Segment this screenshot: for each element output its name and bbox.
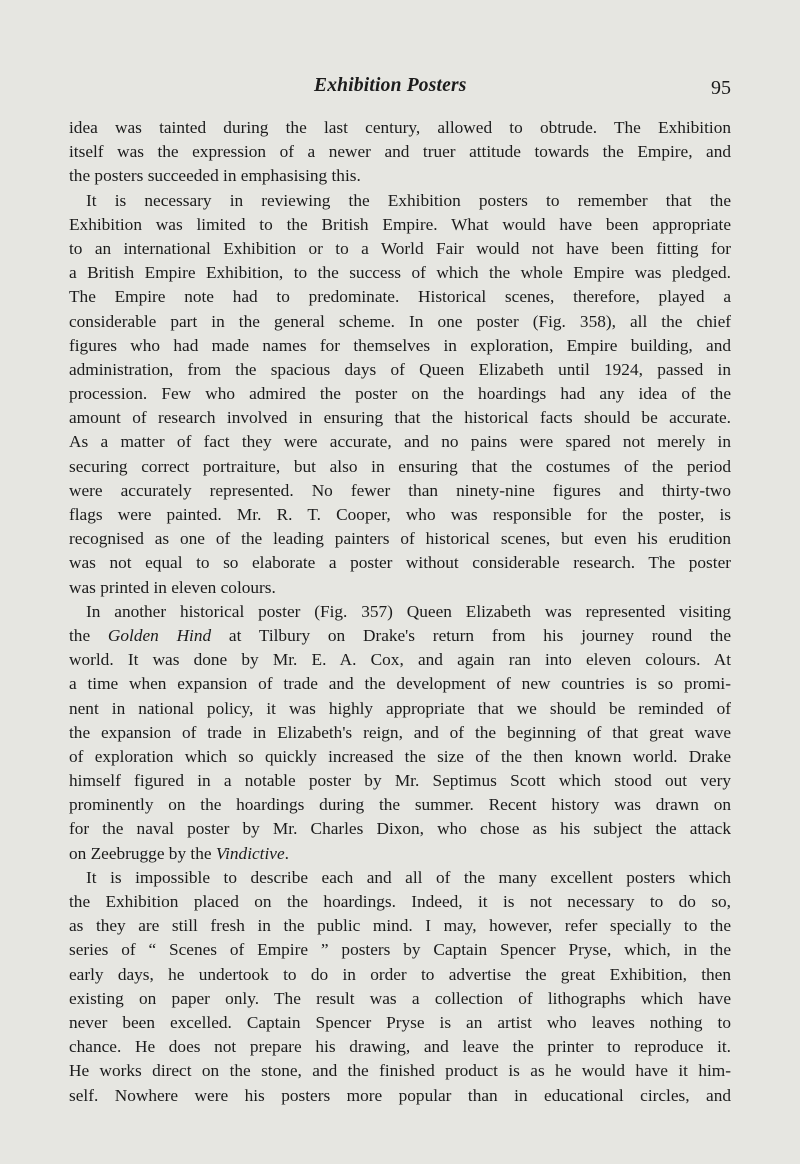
text-line: administration, from the spacious days of Queen Elizabeth until 1924, passed in: [69, 359, 731, 379]
running-head: [0, 75, 800, 105]
text-line: idea was tainted during the last century, allowed to obtrude. The Exhibition: [69, 118, 731, 137]
text-fragment: on Zeebrugge by the: [69, 843, 216, 863]
text-line: nent in national policy, it was highly appropriate that we should be reminded of: [69, 698, 731, 718]
text-line: existing on paper only. The result was a collection of lithographs which have: [69, 988, 731, 1008]
text-line: a time when expansion of trade and the development of new countries is so promi-: [69, 674, 731, 694]
text-line: flags were painted. Mr. R. T. Cooper, who was responsible for the poster, is: [69, 505, 731, 524]
text-line: itself was the expression of a newer and truer attitude towards the Empire, and: [69, 142, 731, 162]
text-line: recognised as one of the leading painters of historical scenes, but even his erudition: [69, 529, 731, 549]
text-line: was printed in eleven colours.: [69, 577, 276, 597]
text-line: early days, he undertook to do in order to advertise the great Exhibition, then: [69, 964, 731, 984]
text-line: [69, 624, 731, 648]
text-line: He works direct on the stone, and the finished product is as he would have it him-: [69, 1061, 731, 1081]
running-title: Exhibition Posters: [314, 75, 467, 96]
text-line: was not equal to so elaborate a poster without considerable research. The poster: [69, 553, 731, 573]
ship-name-golden-hind: Golden Hind: [107, 625, 212, 645]
text-line: prominently on the hoardings during the summer. Recent history was drawn on: [69, 795, 731, 815]
text-line: never been excelled. Captain Spencer Pryse is an artist who leaves nothing to: [69, 1012, 731, 1032]
text-line: series of “ Scenes of Empire ” posters by Captain Spencer Pryse, which, in the: [69, 940, 731, 960]
text-line: himself figured in a notable poster by Mr. Septimus Scott which stood out very: [69, 771, 731, 791]
body-text: [69, 116, 731, 1108]
page-number: 95: [711, 77, 731, 99]
text-line: In another historical poster (Fig. 357) Queen Elizabeth was represented visiting: [86, 601, 731, 621]
text-line: procession. Few who admired the poster on the hoardings had any idea of the: [69, 384, 731, 404]
text-line: the Exhibition placed on the hoardings. Indeed, it is not necessary to do so,: [69, 892, 731, 911]
text-line: as they are still fresh in the public mind. I may, however, refer specially to the: [69, 916, 731, 936]
text-line: for the naval poster by Mr. Charles Dixon, who chose as his subject the attack: [69, 819, 731, 839]
text-line: securing correct portraiture, but also in ensuring that the costumes of the period: [69, 456, 731, 476]
text-line: world. It was done by Mr. E. A. Cox, and again ran into eleven colours. At: [69, 650, 731, 670]
text-line: a British Empire Exhibition, to the success of which the whole Empire was pledged.: [69, 263, 731, 283]
text-line: It is impossible to describe each and all of the many excellent posters which: [86, 867, 731, 887]
text-fragment: the: [69, 625, 108, 645]
text-line: considerable part in the general scheme. In one poster (Fig. 358), all the chief: [69, 311, 731, 331]
text-line: the posters succeeded in emphasising this.: [69, 166, 361, 186]
text-line: It is necessary in reviewing the Exhibition posters to remember that the: [86, 190, 731, 210]
text-fragment: at Tilbury on Drake's return from his journey round the: [211, 625, 731, 645]
text-line: self. Nowhere were his posters more popular than in educational circles, and: [69, 1085, 731, 1105]
text-line: As a matter of fact they were accurate, and no pains were spared not merely in: [69, 432, 731, 452]
text-fragment: .: [284, 843, 289, 863]
text-line: were accurately represented. No fewer than ninety-nine figures and thirty-two: [69, 480, 731, 500]
text-line: the expansion of trade in Elizabeth's reign, and of the beginning of that great wave: [69, 722, 731, 742]
text-line: The Empire note had to predominate. Historical scenes, therefore, played a: [69, 287, 731, 307]
ship-name-vindictive: Vindictive: [215, 843, 285, 863]
text-line: amount of research involved in ensuring that the historical facts should be accurate.: [69, 408, 731, 428]
text-line: figures who had made names for themselves in exploration, Empire building, and: [69, 335, 731, 355]
text-line: Exhibition was limited to the British Empire. What would have been appropriate: [69, 214, 731, 234]
text-line: to an international Exhibition or to a World Fair would not have been fitting for: [69, 238, 731, 258]
text-line: of exploration which so quickly increased the size of the then known world. Drake: [69, 746, 731, 766]
text-line: [69, 842, 731, 866]
text-line: chance. He does not prepare his drawing, and leave the printer to reproduce it.: [69, 1037, 731, 1057]
